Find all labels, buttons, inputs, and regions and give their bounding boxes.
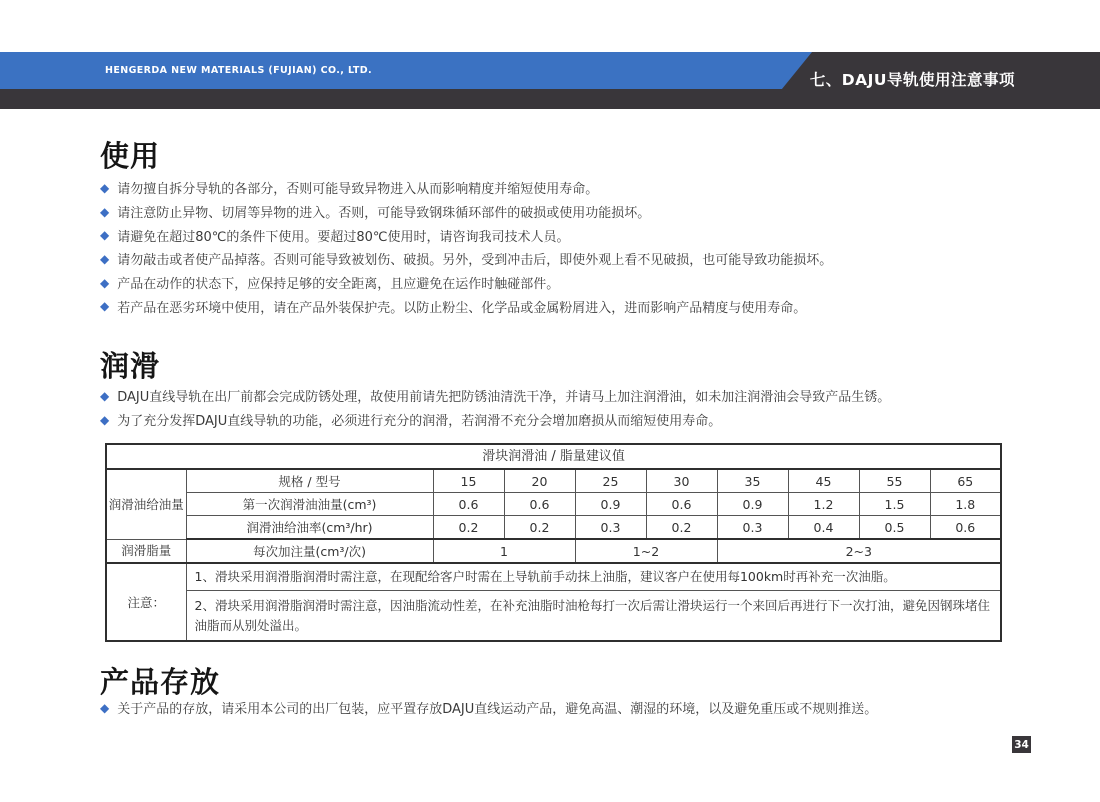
table-cell: 0.5 — [859, 516, 930, 540]
table-cell: 1.5 — [859, 493, 930, 516]
table-cell: 1.8 — [930, 493, 1001, 516]
bullet-text: 请注意防止异物、切屑等异物的进入。否则，可能导致钢珠循环部件的破损或使用功能损坏。 — [117, 206, 651, 222]
table-cell: 0.2 — [504, 516, 575, 540]
section-title-lubrication: 润滑 — [100, 349, 161, 383]
table-cell: 1~2 — [575, 539, 717, 563]
list-item — [100, 247, 1040, 271]
table-cell: 0.9 — [575, 493, 646, 516]
list-item — [100, 176, 1040, 200]
list-item — [100, 294, 1040, 318]
diamond-bullet-icon: ◆ — [100, 204, 110, 219]
diamond-bullet-icon: ◆ — [100, 275, 110, 290]
bullet-text: DAJU直线导轨在出厂前都会完成防锈处理，故使用前请先把防锈油清洗干净，并请马上加注润滑油，如未加注润滑油会导致产品生锈。 — [117, 390, 891, 406]
size-header: 20 — [504, 469, 575, 493]
table-cell: 0.4 — [788, 516, 859, 540]
table-cell: 0.6 — [646, 493, 717, 516]
lubrication-table — [105, 443, 1002, 642]
table-row — [106, 493, 1001, 516]
bullet-text: 请勿擅自拆分导轨的各部分，否则可能导致异物进入从而影响精度并缩短使用寿命。 — [117, 182, 599, 198]
table-cell: 0.6 — [504, 493, 575, 516]
size-header: 25 — [575, 469, 646, 493]
lubrication-bullet-list — [100, 384, 1040, 431]
diamond-bullet-icon: ◆ — [100, 412, 110, 427]
bullet-text: 为了充分发挥DAJU直线导轨的功能，必须进行充分的润滑，若润滑不充分会增加磨损从而缩短使用寿命。 — [117, 414, 722, 430]
row-label: 每次加注量(cm³/次) — [186, 539, 433, 563]
bullet-text: 请勿敲击或者使产品掉落。否则可能导致被划伤、破损。另外，受到冲击后，即使外观上看不见破损，也可能导致功能损坏。 — [117, 253, 833, 269]
size-header: 55 — [859, 469, 930, 493]
table-caption-row — [106, 444, 1001, 469]
bullet-text: 请避免在超过80℃的条件下使用。要超过80℃使用时，请咨询我司技术人员。 — [117, 229, 570, 245]
bullet-text: 若产品在恶劣环境中使用，请在产品外装保护壳。以防止粉尘、化学品或金属粉屑进入，进而影响产品精度与使用寿命。 — [117, 300, 807, 316]
size-header: 65 — [930, 469, 1001, 493]
list-item — [100, 384, 1040, 408]
note-label-cell: 注意： — [106, 563, 186, 641]
list-item — [100, 271, 1040, 295]
table-cell: 0.3 — [575, 516, 646, 540]
diamond-bullet-icon: ◆ — [100, 251, 110, 266]
table-caption: 滑块润滑油 / 脂量建议值 — [106, 444, 1001, 469]
table-cell: 0.9 — [717, 493, 788, 516]
chapter-banner-title: 七、DAJU导轨使用注意事项 — [809, 71, 1015, 89]
table-row — [106, 469, 1001, 493]
table-note-row — [106, 591, 1001, 642]
bullet-text: 产品在动作的状态下，应保持足够的安全距离，且应避免在运作时触碰部件。 — [117, 277, 560, 293]
size-header: 30 — [646, 469, 717, 493]
table-row — [106, 539, 1001, 563]
spec-label-cell: 规格 / 型号 — [186, 469, 433, 493]
section-title-storage: 产品存放 — [100, 665, 221, 699]
diamond-bullet-icon: ◆ — [100, 388, 110, 403]
row-label: 第一次润滑油油量(cm³) — [186, 493, 433, 516]
size-header: 35 — [717, 469, 788, 493]
table-cell: 1.2 — [788, 493, 859, 516]
list-item — [100, 200, 1040, 224]
list-item — [100, 696, 1040, 720]
section-title-usage: 使用 — [100, 139, 161, 173]
table-note-row — [106, 563, 1001, 591]
note-text: 2、滑块采用润滑脂润滑时需注意，因油脂流动性差，在补充油脂时油枪每打一次后需让滑块运行一个来回后再进行下一次打油，避免因钢珠堵住油脂而从别处溢出。 — [186, 591, 1001, 642]
table-cell: 0.2 — [646, 516, 717, 540]
list-item — [100, 408, 1040, 432]
table-cell: 0.2 — [433, 516, 504, 540]
table-cell: 0.3 — [717, 516, 788, 540]
page-number-badge: 34 — [1012, 736, 1031, 753]
diamond-bullet-icon: ◆ — [100, 700, 110, 715]
size-header: 45 — [788, 469, 859, 493]
note-text: 1、滑块采用润滑脂润滑时需注意，在现配给客户时需在上导轨前手动抹上油脂，建议客户在使用每100km时再补充一次油脂。 — [186, 563, 1001, 591]
table-cell: 2~3 — [717, 539, 1001, 563]
storage-bullet-list — [100, 696, 1040, 720]
usage-bullet-list — [100, 176, 1040, 318]
table-cell: 0.6 — [433, 493, 504, 516]
table-row — [106, 516, 1001, 540]
bullet-text: 关于产品的存放，请采用本公司的出厂包装，应平置存放DAJU直线运动产品，避免高温、潮湿的环境，以及避免重压或不规则推送。 — [117, 702, 878, 718]
diamond-bullet-icon: ◆ — [100, 180, 110, 195]
row-group-grease: 润滑脂量 — [106, 539, 186, 563]
table-cell: 0.6 — [930, 516, 1001, 540]
row-group-oil: 润滑油给油量 — [106, 469, 186, 539]
size-header: 15 — [433, 469, 504, 493]
table-cell: 1 — [433, 539, 575, 563]
list-item — [100, 223, 1040, 247]
diamond-bullet-icon: ◆ — [100, 299, 110, 314]
diamond-bullet-icon: ◆ — [100, 228, 110, 243]
company-name: HENGERDA NEW MATERIALS (FUJIAN) CO., LTD. — [105, 65, 372, 76]
row-label: 润滑油给油率(cm³/hr) — [186, 516, 433, 540]
